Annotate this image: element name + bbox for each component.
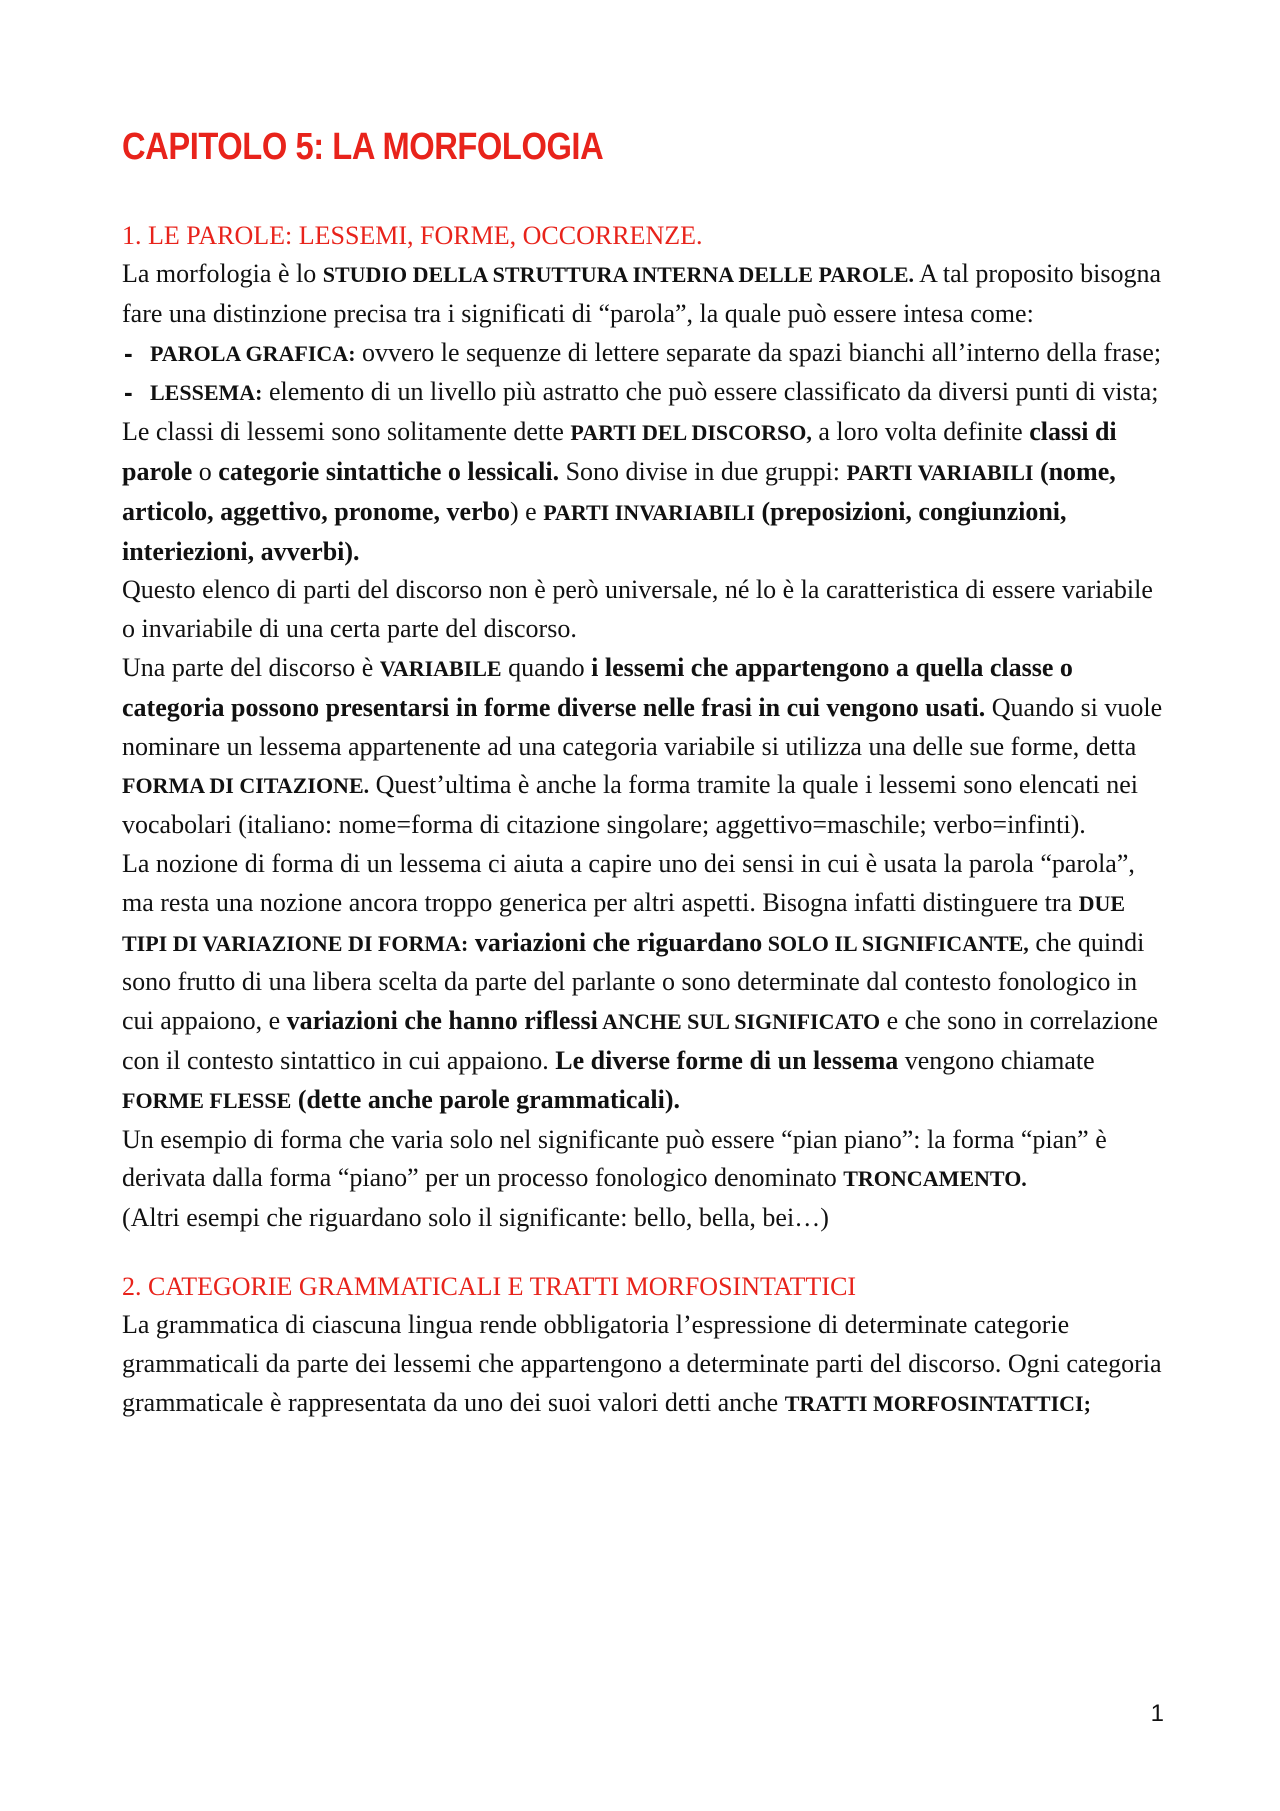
text-run: o <box>192 456 219 486</box>
page-number: 1 <box>1150 1700 1164 1727</box>
key-term: FORME FLESSE <box>122 1087 292 1113</box>
text-run: e che sono in correlazione con il contesto sintattico in cui appaiono. <box>122 1006 1159 1075</box>
paragraph <box>122 255 1170 334</box>
paragraph <box>122 1121 1170 1200</box>
paragraph: (Altri esempi che riguardano solo il significante: bello, bella, bei…) <box>122 1203 829 1233</box>
text-run: elemento di un livello più astratto che può essere classificato da diversi punti di vista; <box>262 377 1159 407</box>
key-term: PARTI DEL DISCORSO, <box>570 420 812 446</box>
paragraph <box>122 845 1170 1121</box>
text-run: La grammatica di ciascuna lingua rende obbligatoria l’espressione di determinate categorie grammaticali da parte dei lessemi che appartengono a determinate parti del discorso. Ogni categoria grammaticale è rappresentata da uno dei suoi valori detti anche <box>122 1309 1162 1417</box>
key-term: PARTI INVARIABILI <box>543 499 755 525</box>
paragraph <box>122 413 1170 571</box>
section-2-title: 2. CATEGORIE GRAMMATICALI E TRATTI MORFOSINTATTICI <box>122 1271 857 1301</box>
text-run: Una parte del discorso è <box>122 652 380 682</box>
text-run: Quest’ultima è anche la forma tramite la quale i lessemi sono elencati nei vocabolari (italiano: nome=forma di citazione singolare; aggettivo=maschile; verbo=infinti). <box>122 770 1139 840</box>
text-run: La nozione di forma di un lessema ci aiuta a capire uno dei sensi in cui è usata la parola “parola”, ma resta una nozione ancora troppo generica per altri aspetti. Bisogna infatti distinguere tra <box>122 848 1135 917</box>
bold-text: categorie sintattiche o lessicali. <box>218 456 560 486</box>
key-term: FORMA DI CITAZIONE. <box>122 773 370 799</box>
chapter-title: CAPITOLO 5: LA MORFOLOGIA <box>122 126 604 168</box>
text-run: Le classi di lessemi sono solitamente dette <box>122 417 571 447</box>
text-run: Un esempio di forma che varia solo nel significante può essere “pian piano”: la forma “pian” è derivata dalla forma “piano” per un processo fonologico denominato <box>122 1124 1107 1193</box>
bold-text: (dette anche parole grammaticali). <box>291 1084 681 1114</box>
section-1 <box>122 217 1170 1238</box>
text-run: ) e <box>510 496 544 526</box>
section-gap <box>122 1238 1170 1268</box>
key-term: STUDIO DELLA STRUTTURA INTERNA DELLE PAROLE. <box>322 262 915 287</box>
key-term: TRONCAMENTO. <box>843 1166 1027 1192</box>
key-term: LESSEMA: <box>150 380 263 406</box>
section-2 <box>122 1268 1170 1423</box>
text-run: Sono divise in due gruppi: <box>559 456 847 486</box>
list-item <box>122 373 1170 413</box>
key-term: VARIABILE <box>379 655 502 681</box>
paragraph <box>122 649 1170 845</box>
text-run: vengono chiamate <box>898 1045 1095 1075</box>
paragraph <box>122 1306 1170 1423</box>
bold-text: variazioni che hanno riflessi <box>286 1006 598 1036</box>
list-item <box>122 334 1170 374</box>
dash-bullet: - <box>124 377 133 408</box>
key-term: PARTI VARIABILI <box>846 459 1034 485</box>
definition-list <box>122 334 1170 414</box>
section-1-title: 1. LE PAROLE: LESSEMI, FORME, OCCORRENZE. <box>122 221 703 250</box>
text-run: La morfologia è lo <box>122 259 323 288</box>
bold-text: i lessemi che appartengono a quella classe o categoria possono presentarsi in forme diverse nelle frasi in cui vengono usati. <box>122 652 1073 722</box>
key-term: SOLO IL SIGNIFICANTE, <box>762 930 1029 956</box>
text-run: quando <box>501 652 592 682</box>
key-term: PAROLA GRAFICA: <box>150 340 356 366</box>
text-run: che quindi sono frutto di una libera scelta da parte del parlante o sono determinate dal contesto fonologico in cui appaiono, e <box>122 927 1145 1036</box>
key-term: DUE TIPI DI VARIAZIONE DI FORMA: <box>122 890 1126 956</box>
text-run: Quando si vuole nominare un lessema appartenente ad una categoria variabile si utilizza una delle sue forme, detta <box>122 692 1163 761</box>
bold-text: variazioni che riguardano <box>468 927 763 957</box>
text-run: ovvero le sequenze di lettere separate da spazi bianchi all’interno della frase; <box>355 337 1162 367</box>
key-term: TRATTI MORFOSINTATTICI; <box>784 1390 1091 1416</box>
bold-text: classi di parole <box>122 417 1117 486</box>
bold-text: Le diverse forme di un lessema <box>555 1045 899 1075</box>
key-term: ANCHE SUL SIGNIFICATO <box>597 1009 881 1035</box>
text-run: a loro volta definite <box>811 417 1030 447</box>
bold-text: (nome, articolo, aggettivo, pronome, verbo <box>122 456 1116 526</box>
paragraph: Questo elenco di parti del discorso non è però universale, né lo è la caratteristica di essere variabile o invariabile di una certa parte del discorso. <box>122 575 1153 644</box>
bold-text: (preposizioni, congiunzioni, interiezioni, avverbi). <box>122 496 1067 566</box>
text-run: A tal proposito bisogna fare una distinzione precisa tra i significati di “parola”, la quale può essere intesa come: <box>122 259 1162 328</box>
dash-bullet: - <box>124 337 133 368</box>
